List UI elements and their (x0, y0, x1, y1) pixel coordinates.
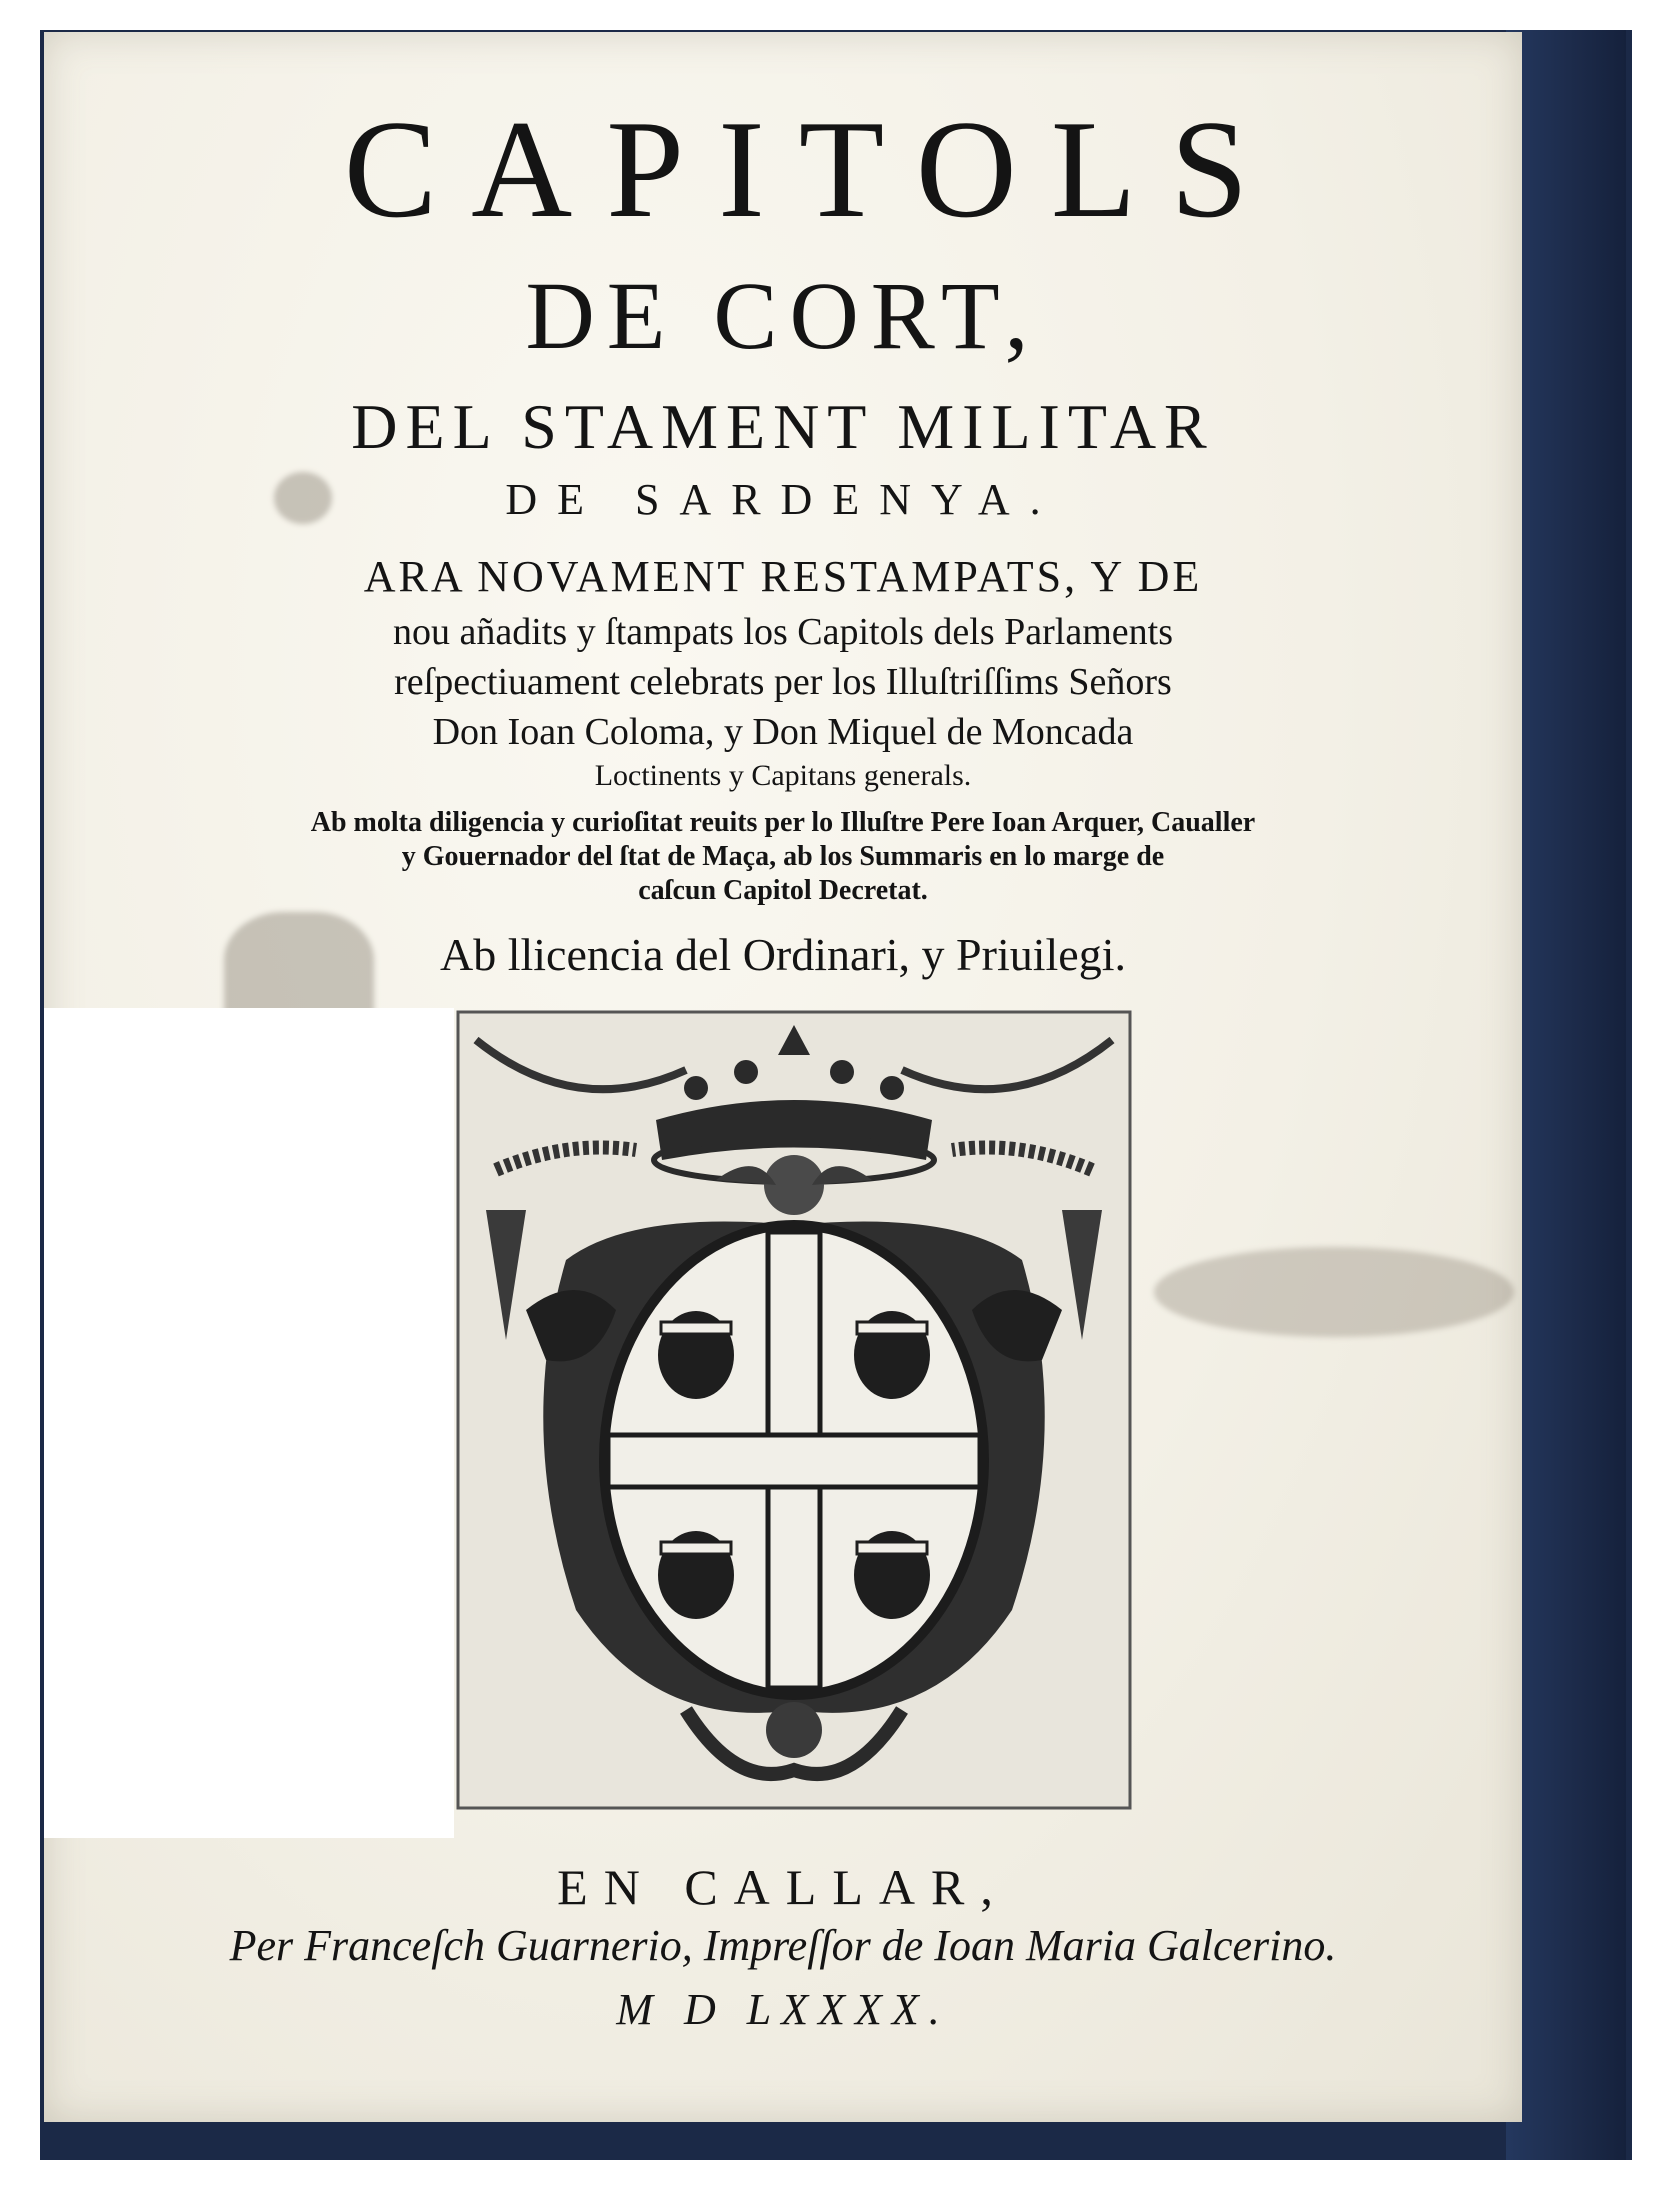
subtitle-line-5: Loctinents y Capitans generals. (594, 759, 972, 792)
subtitle-line-1: ARA NOVAMENT RESTAMPATS, Y DE (363, 552, 1203, 601)
title-line-2: DE CORT, (525, 262, 1041, 369)
backing-board-edge (1506, 30, 1626, 2160)
stain (1154, 1247, 1514, 1337)
editor-note-line-1: Ab molta diligencia y curioſitat reuits per lo Illuſtre Pere Ioan Arquer, Caualler (310, 807, 1256, 838)
subtitle-line-3: reſpectiuament celebrats per los Illuſtriſſims Señors (394, 661, 1172, 703)
title-line-3: DEL STAMENT MILITAR (351, 391, 1215, 462)
coat-of-arms-four-moors-icon (456, 1010, 1132, 1810)
subtitle-line-4: Don Ioan Coloma, y Don Miquel de Moncada (432, 711, 1134, 753)
subtitle-line-2: nou añadits y ſtampats los Capitols dels Parlaments (393, 611, 1173, 653)
licence-line: Ab llicencia del Ordinari, y Priuilegi. (440, 929, 1126, 980)
imprint-place: EN CALLAR, (557, 1859, 1009, 1915)
imprint-printer: Per Franceſch Guarnerio, Impreſſor de Ioan Maria Galcerino. (229, 1921, 1337, 1970)
title-line-4: DE SARDENYA. (505, 475, 1061, 524)
title-line-1: CAPITOLS (343, 92, 1283, 247)
editor-note-line-3: caſcun Capitol Decretat. (638, 875, 928, 906)
imprint-year: M D LXXXX. (616, 1985, 950, 2034)
editor-note-line-2: y Gouernador del ſtat de Maça, ab los Summaris en lo marge de (401, 841, 1165, 872)
paper-patch (44, 1008, 454, 1838)
